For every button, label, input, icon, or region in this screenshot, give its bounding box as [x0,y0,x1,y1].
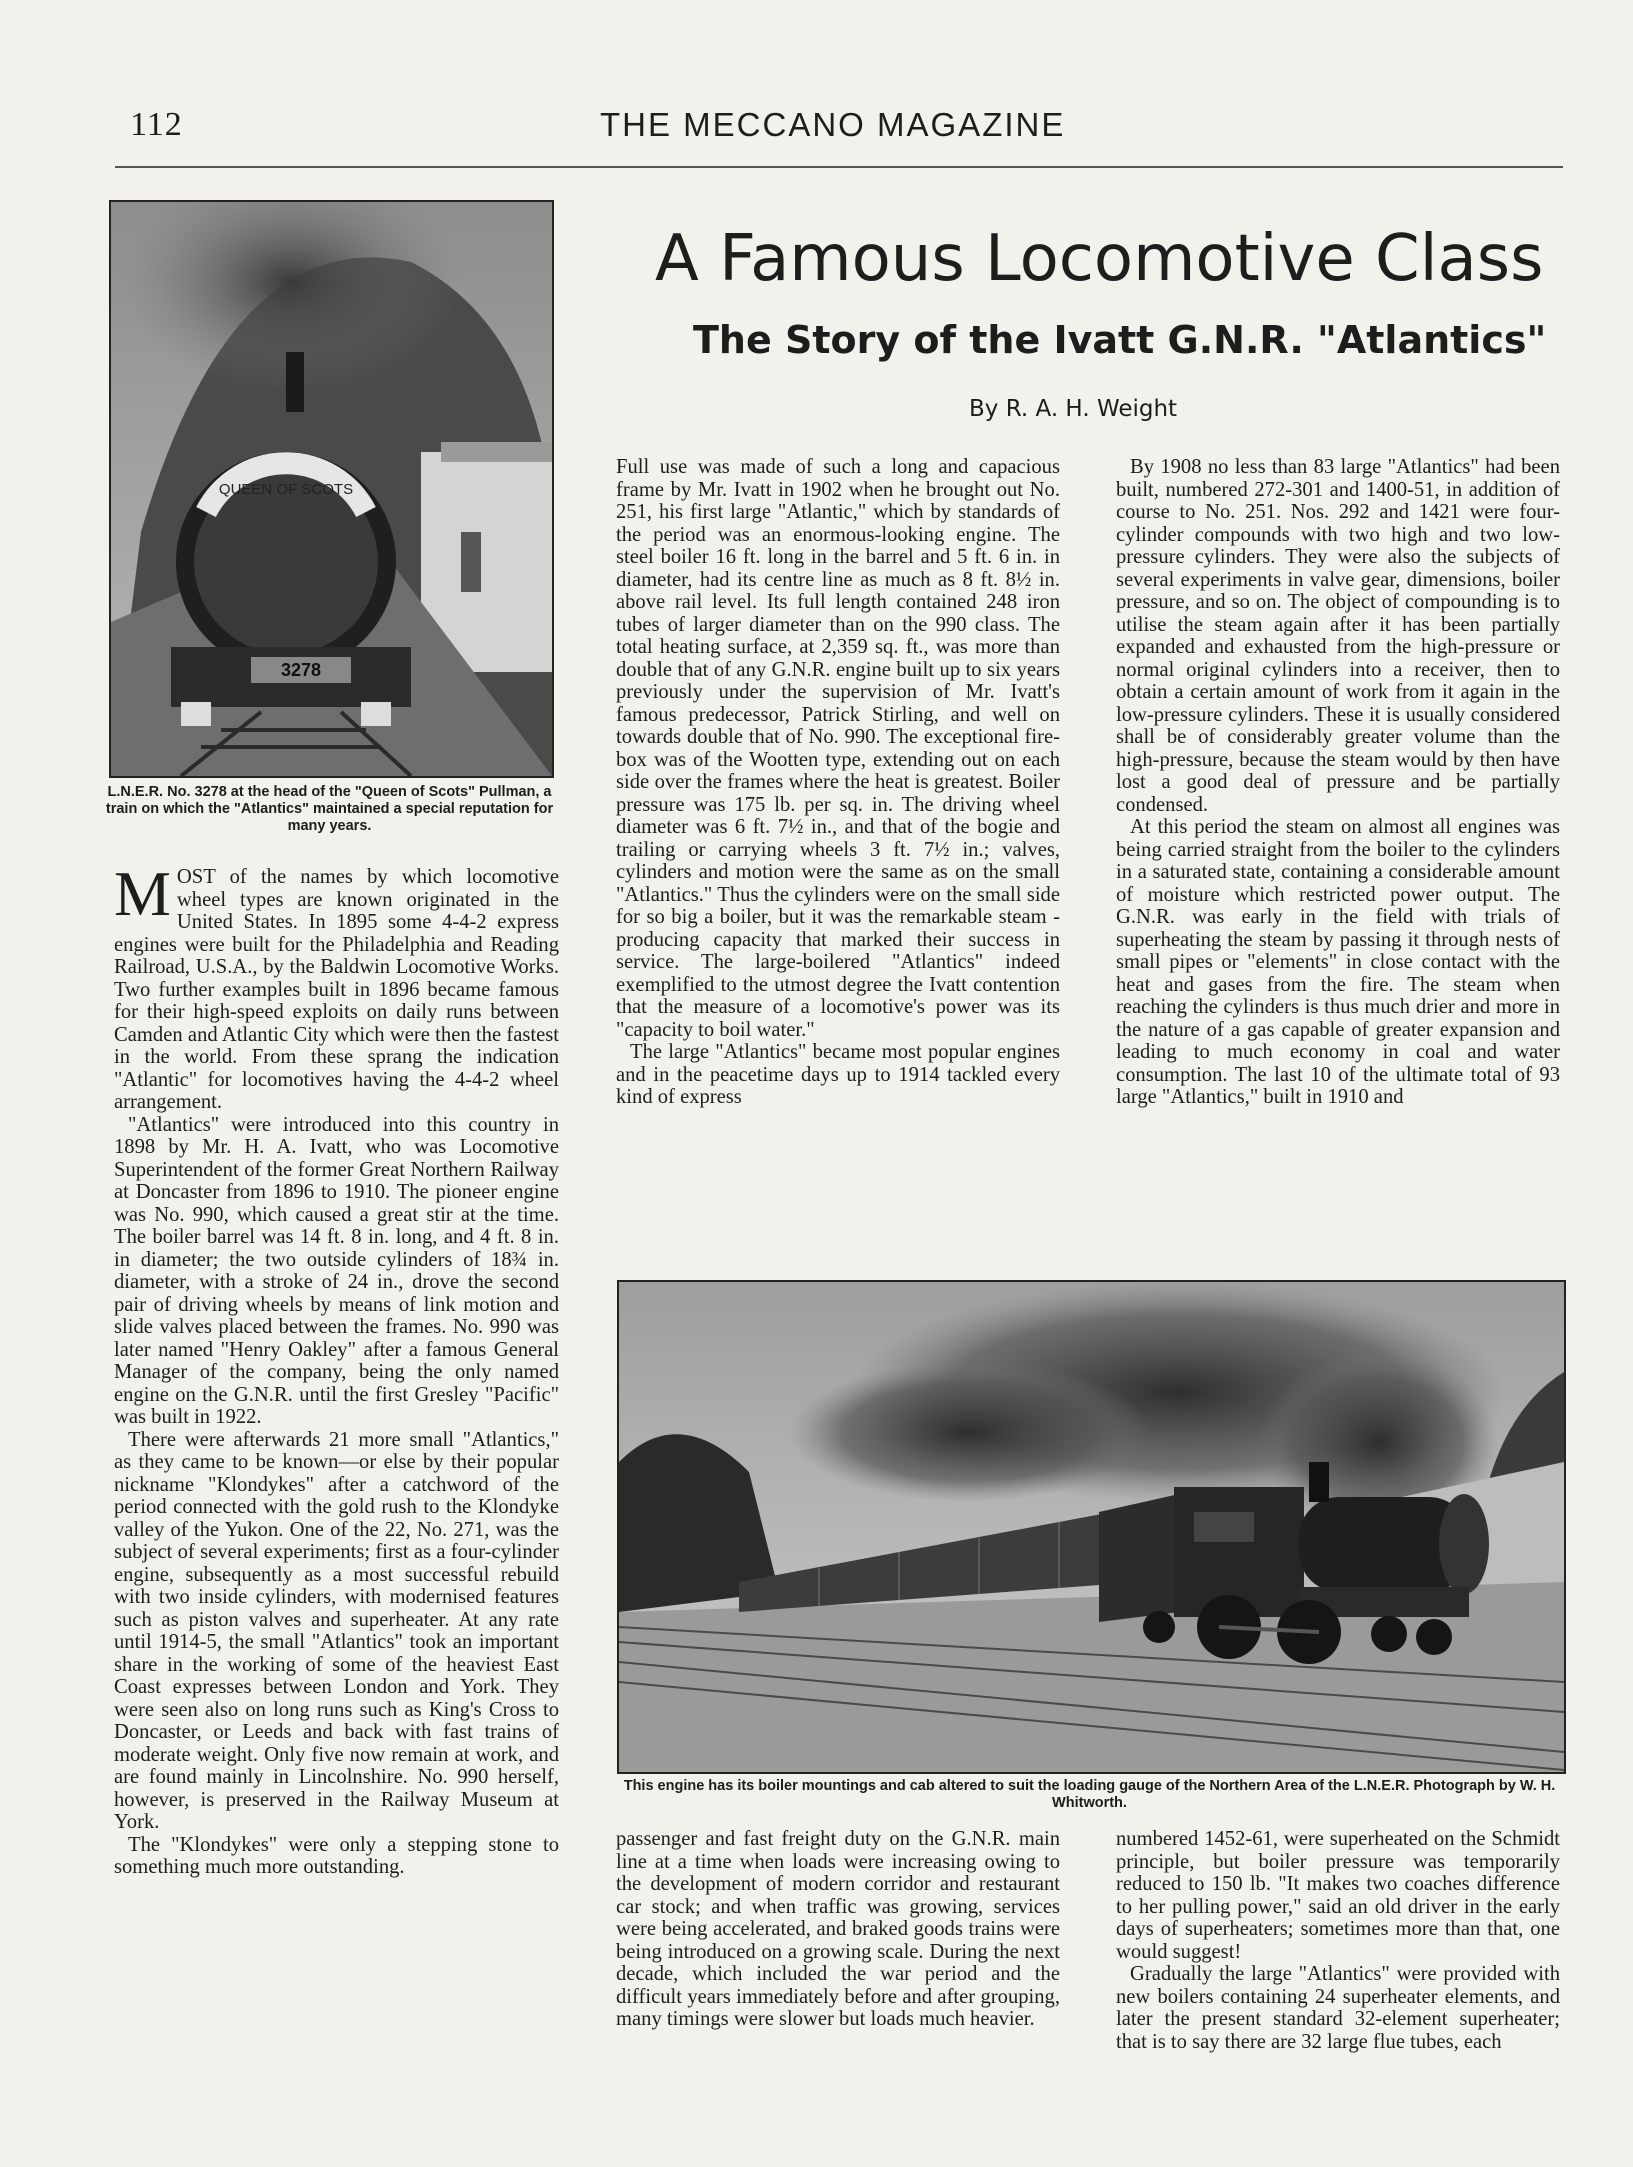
col2-bottom-para-1: passenger and fast freight duty on the G.N.R. main line at a time when loads were increasing owing to the development of modern corridor and restaurant car stock; and when traffic was growing, services were being accelerated, and braked goods trains were being introduced on a growing scale. During the next decade, which included the war period and the difficult years immediately before and after grouping, many timings were slower but loads much heavier. [616,1828,1060,2030]
locomotive-photo-train [617,1280,1566,1774]
header-rule [115,166,1563,168]
article-title: A Famous Locomotive Class [655,222,1544,296]
magazine-title: THE MECCANO MAGAZINE [600,106,1066,143]
column-1 [114,858,559,1879]
photo2-caption: This engine has its boiler mountings and cab altered to suit the loading gauge of the Northern Area of the L.N.E.R. Photograph by W. H. Whitworth. [623,1778,1556,1811]
col1-para-1: MOST of the names by which locomotive wheel types are known originated in the United States. In 1895 some 4-4-2 express engines were built for the Philadelphia and Reading Railroad, U.S.A., by the Baldwin Locomotive Works. Two further examples built in 1896 became famous for their high-speed exploits on daily runs between Camden and Atlantic City which were then the fastest in the world. From these sprang the indication "Atlantic" for locomotives having the 4-4-2 wheel arrangement. [114,858,559,1113]
column-3-bottom [1116,1828,1560,2053]
column-2-top [616,456,1060,1109]
col3-bottom-para-2: Gradually the large "Atlantics" were provided with new boilers containing 24 superheater elements, and later the present standard 32-element superheater; that is to say there are 32 large flue tubes, each [1116,1963,1560,2053]
col3-bottom-para-1: numbered 1452-61, were superheated on the Schmidt principle, but boiler pressure was temporarily reduced to 150 lb. "It makes two coaches difference to her pulling power," said an old driver in the early days of superheaters; sometimes more than that, one would suggest! [1116,1828,1560,1963]
col1-para-2: "Atlantics" were introduced into this country in 1898 by Mr. H. A. Ivatt, who was Locomotive Superintendent of the former Great Northern Railway at Doncaster from 1896 to 1910. The pioneer engine was No. 990, which caused a great stir at the time. The boiler barrel was 14 ft. 8 in. long, and 4 ft. 8 in. in diameter; the two outside cylinders of 18¾ in. diameter, with a stroke of 24 in., drove the second pair of driving wheels by means of link motion and slide valves placed between the frames. No. 990 was later named "Henry Oakley" after a famous General Manager of the company, being the only named engine on the G.N.R. until the first Gresley "Pacific" was built in 1922. [114,1113,559,1428]
locomotive-photo-front [109,200,554,778]
col2-para-2: The large "Atlantics" became most popular engines and in the peacetime days up to 1914 tackled every kind of express [616,1041,1060,1108]
col2-para-1: Full use was made of such a long and capacious frame by Mr. Ivatt in 1902 when he brought out No. 251, his first large "Atlantic," which by standards of the period was an enormous-looking engine. The steel boiler 16 ft. long in the barrel and 5 ft. 6 in. in diameter, had its centre line as much as 8 ft. 8½ in. above rail level. Its full length contained 248 iron tubes of larger diameter than on the 990 class. The total heating surface, at 2,359 sq. ft., was more than double that of any G.N.R. engine built up to six years previously under the supervision of Mr. Ivatt's famous predecessor, Patrick Stirling, and well on towards double that of No. 990. The exceptional fire-box was of the Wootten type, extending out on each side over the frames where the heat is greatest. Boiler pressure was 175 lb. per sq. in. The driving wheel diameter was 6 ft. 7½ in., and that of the bogie and trailing or carrying wheels 3 ft. 7½ in.; valves, cylinders and motion were the same as on the small "Atlantics." Thus the cylinders were on the small side for so big a boiler, but it was the remarkable steam - producing capacity that marked their success in service. The large-boilered "Atlantics" indeed exemplified to the utmost degree the Ivatt contention that the measure of a locomotive's power was its "capacity to boil water." [616,456,1060,1041]
number-plate: 3278 [280,660,322,680]
train-illustration [619,1282,1564,1772]
drop-cap: M [114,858,171,929]
headboard-text: QUEEN OF SCOTS [218,481,354,498]
column-3-top [1116,456,1560,1109]
locomotive-front-illustration [111,202,552,776]
col3-para-2: At this period the steam on almost all engines was being carried straight from the boiler to the cylinders in a saturated state, containing a considerable amount of moisture which restricted power output. The G.N.R. was early in the field with trials of superheating the steam by passing it through nests of small pipes or "elements" in close contact with the heat and gases from the fire. The steam when reaching the cylinders is thus much drier and more in the nature of a gas capable of greater expansion and leading to much economy in coal and water consumption. The last 10 of the ultimate total of 93 large "Atlantics," built in 1910 and [1116,816,1560,1108]
column-2-bottom [616,1828,1060,2031]
page-number: 112 [130,106,183,143]
article-subtitle: The Story of the Ivatt G.N.R. "Atlantics" [693,318,1547,362]
col1-para-3: There were afterwards 21 more small "Atlantics," as they came to be known—or else by their popular nickname "Klondykes" after a catchword of the period connected with the gold rush to the Klondyke valley of the Yukon. One of the 22, No. 271, was the subject of several experiments; first as a four-cylinder engine, subsequently as a most successful rebuild with two inside cylinders, with modernised features such as piston valves and superheater. At any rate until 1914-5, the small "Atlantics" took an important share in the working of some of the heaviest East Coast expresses between London and York. They were seen also on long runs such as King's Cross to Doncaster, or Leeds and back with fast trains of moderate weight. Only five now remain at work, and are found mainly in Lincolnshire. No. 990 herself, however, is preserved in the Railway Museum at York. [114,1428,559,1833]
col1-para-4: The "Klondykes" were only a stepping stone to something much more outstanding. [114,1833,559,1878]
article-byline: By R. A. H. Weight [969,396,1178,422]
col3-para-1: By 1908 no less than 83 large "Atlantics" had been built, numbered 272-301 and 1400-51, in addition of course to No. 251. Nos. 292 and 1421 were four-cylinder compounds with two high and two low-pressure cylinders. They were also the subjects of several experiments in valve gear, dimensions, boiler pressure, and so on. The object of compounding is to utilise the steam again after it has been partially expanded and exhausted from the high-pressure or normal original cylinders into a receiver, then to obtain a certain amount of work from it again in the low-pressure cylinders. These it is usually considered shall be of considerably greater volume than the high-pressure, because the steam would by then have lost a good deal of pressure and be partially condensed. [1116,456,1560,816]
photo1-caption: L.N.E.R. No. 3278 at the head of the "Queen of Scots" Pullman, a train on which the "Atlantics" maintained a special reputation for many years. [105,784,554,834]
